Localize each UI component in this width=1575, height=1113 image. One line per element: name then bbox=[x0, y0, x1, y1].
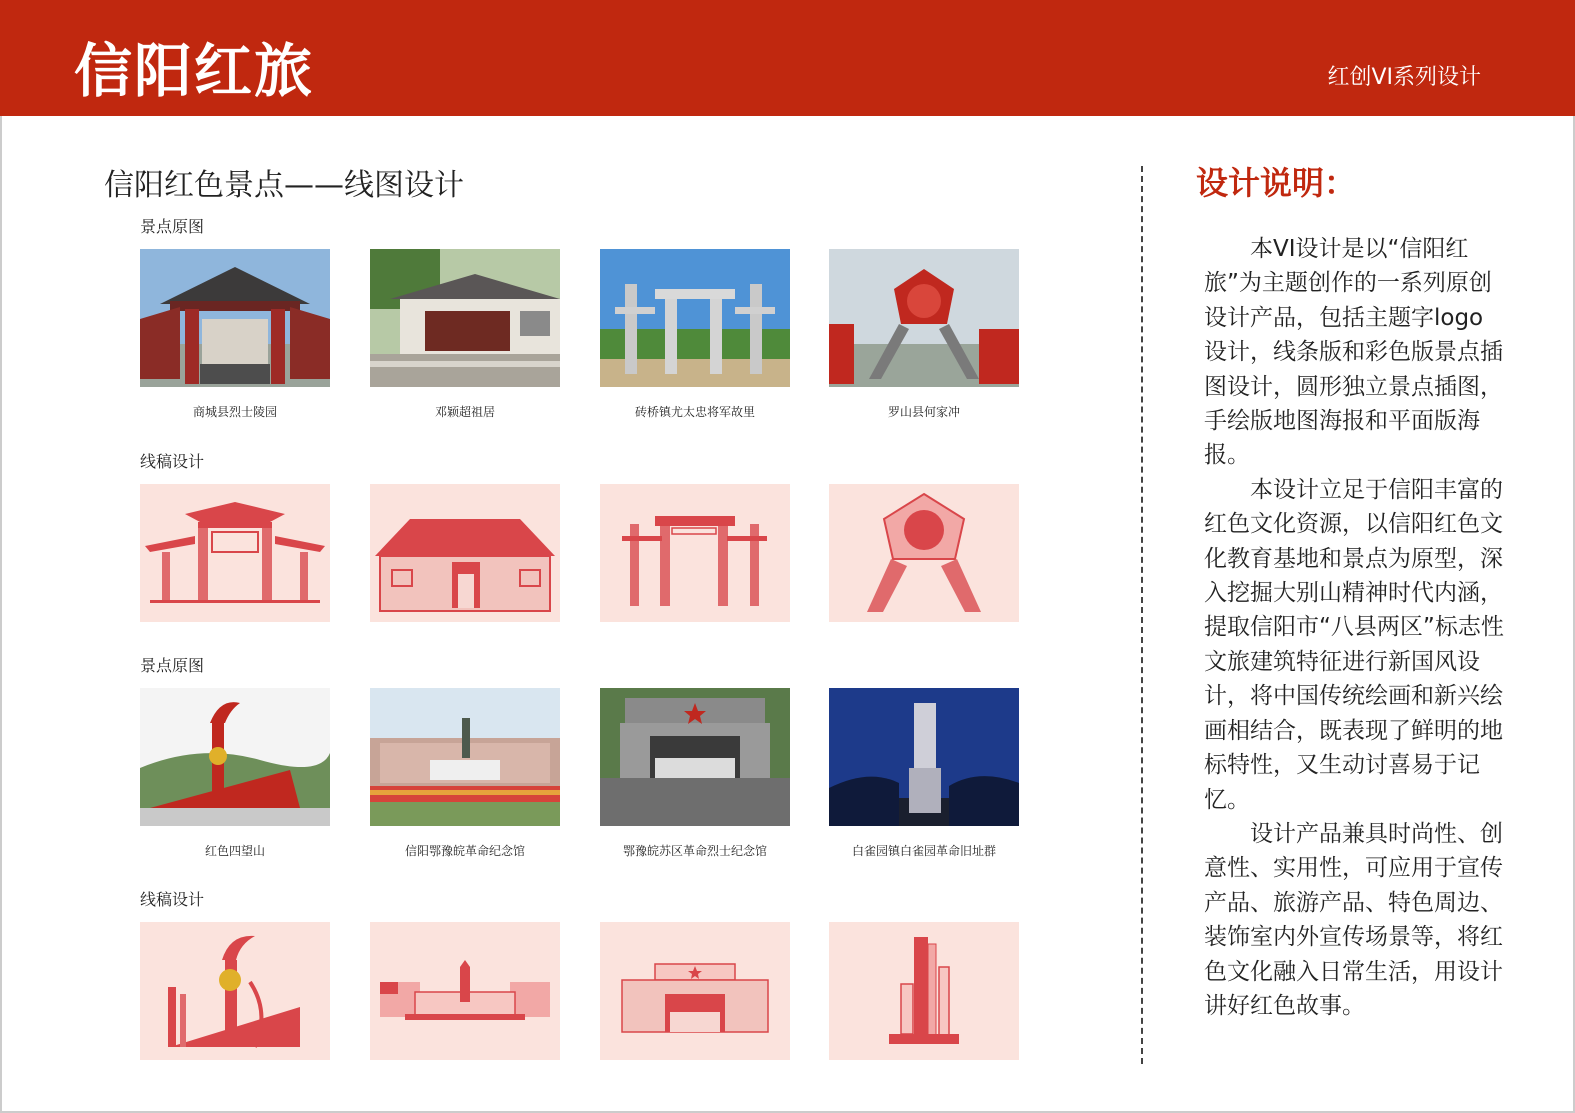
explanation-paragraph-2: 本设计立足于信阳丰富的红色文化资源，以信阳红色文化教育基地和景点为原型，深入挖掘大别山精神时代内涵，提取信阳市“八县两区”标志性文旅建筑特征进行新国风设计，将中国传统绘画和新兴绘画相结合，既表现了鲜明的地标特性，又生动讨喜易于记忆。 bbox=[1204, 476, 1504, 813]
photo-eyuwan-revolution-museum bbox=[370, 688, 560, 826]
explanation-paragraph-1: 本VI设计是以“信阳红旅”为主题创作的一系列原创设计产品，包括主题字logo设计，线条版和彩色版景点插图设计，圆形独立景点插图，手绘版地图海报和平面版海报。 bbox=[1204, 236, 1503, 469]
brand-logo: 信阳红旅 bbox=[74, 37, 315, 105]
photo-baiqueyuan-site bbox=[829, 688, 1019, 826]
caption-2: 邓颖超祖居 bbox=[434, 405, 495, 419]
caption-5: 红色四望山 bbox=[204, 844, 265, 858]
sketch-eyuwan-revolution-museum bbox=[370, 922, 560, 1060]
section-label-photos-2: 景点原图 bbox=[140, 656, 205, 675]
header-bar bbox=[0, 0, 1575, 116]
photo-deng-yingchao-residence bbox=[370, 249, 560, 387]
photo-zhuanqiao-memorial-arch bbox=[600, 249, 790, 387]
photo-martyrs-cemetery bbox=[140, 249, 330, 387]
section-label-sketches-1: 线稿设计 bbox=[140, 452, 205, 471]
explanation-paragraph-3: 设计产品兼具时尚性、创意性、实用性，可应用于宣传产品、旅游产品、特色周边、装饰室内外宣传场景等，将红色文化融入日常生活，用设计讲好红色故事。 bbox=[1204, 820, 1503, 1019]
page-title: 信阳红色景点——线图设计 bbox=[104, 168, 464, 203]
sketch-hejiachong bbox=[829, 484, 1019, 622]
section-label-photos-1: 景点原图 bbox=[140, 217, 205, 236]
caption-4: 罗山县何家冲 bbox=[887, 405, 960, 419]
sketch-eyuwan-martyrs-memorial bbox=[600, 922, 790, 1060]
photo-eyuwan-martyrs-memorial bbox=[600, 688, 790, 826]
photo-siwangshan bbox=[140, 688, 330, 826]
dashed-divider bbox=[1141, 166, 1143, 1064]
explanation-body bbox=[1204, 232, 1504, 1023]
photo-hejiachong bbox=[829, 249, 1019, 387]
section-label-sketches-2: 线稿设计 bbox=[140, 890, 205, 909]
sketch-siwangshan bbox=[140, 922, 330, 1060]
caption-7: 鄂豫皖苏区革命烈士纪念馆 bbox=[622, 844, 767, 858]
caption-6: 信阳鄂豫皖革命纪念馆 bbox=[404, 844, 525, 858]
sketch-martyrs-cemetery bbox=[140, 484, 330, 622]
sketch-deng-yingchao-residence bbox=[370, 484, 560, 622]
caption-8: 白雀园镇白雀园革命旧址群 bbox=[851, 844, 996, 858]
sketch-zhuanqiao-memorial-arch bbox=[600, 484, 790, 622]
caption-3: 砖桥镇尤太忠将军故里 bbox=[634, 405, 755, 419]
series-title: 红创VI系列设计 bbox=[1327, 65, 1481, 90]
explanation-title: 设计说明： bbox=[1196, 164, 1357, 202]
caption-1: 商城县烈士陵园 bbox=[192, 405, 277, 419]
sketch-baiqueyuan-site bbox=[829, 922, 1019, 1060]
